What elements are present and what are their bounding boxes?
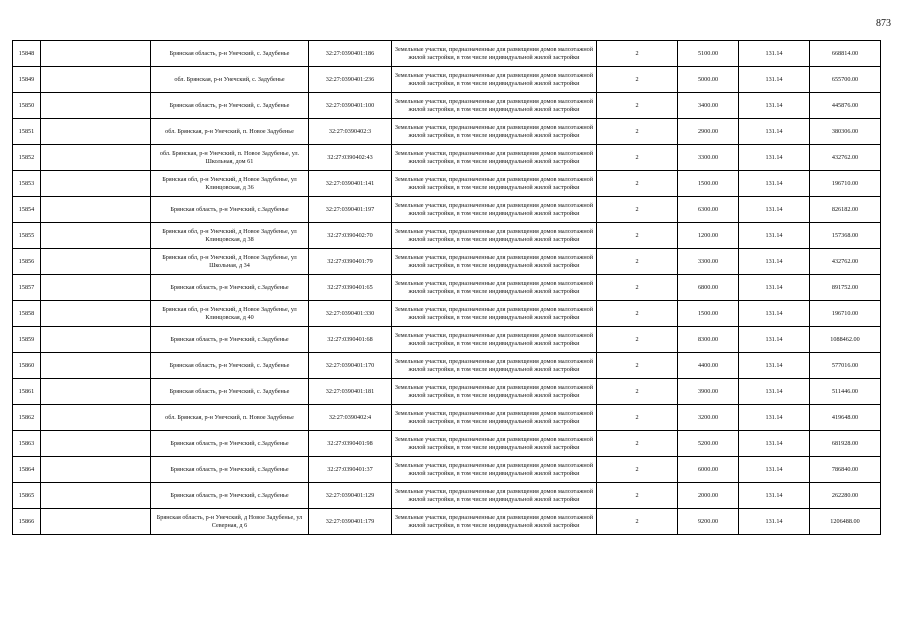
cell-cadastral-value: 262280.00 — [810, 483, 881, 509]
cell-cadastral-number: 32:27:0390401:186 — [309, 41, 392, 67]
cell-specific-value: 131.14 — [739, 41, 810, 67]
cell-permitted-use: Земельные участки, предназначенные для размещения домов малоэтажной жилой застройки, в том числе индивидуальной жилой застройки — [392, 119, 597, 145]
cell-area: 3300.00 — [678, 249, 739, 275]
cell-area: 3200.00 — [678, 405, 739, 431]
page-number: 873 — [876, 18, 891, 29]
cell-specific-value: 131.14 — [739, 145, 810, 171]
table-row — [13, 405, 881, 431]
cell-group: 2 — [597, 301, 678, 327]
cell-area: 6300.00 — [678, 197, 739, 223]
table-row — [13, 275, 881, 301]
cell-cadastral-number: 32:27:0390401:236 — [309, 67, 392, 93]
cell-cadastral-number: 32:27:0390401:68 — [309, 327, 392, 353]
cell-address: Брянская область, р-н Унечский, с. Задубенье — [151, 353, 309, 379]
cell-permitted-use: Земельные участки, предназначенные для размещения домов малоэтажной жилой застройки, в том числе индивидуальной жилой застройки — [392, 457, 597, 483]
cell-permitted-use: Земельные участки, предназначенные для размещения домов малоэтажной жилой застройки, в том числе индивидуальной жилой застройки — [392, 41, 597, 67]
cell-specific-value: 131.14 — [739, 223, 810, 249]
cell-address: обл. Брянская, р-н Унечский, п. Новое Задубенье — [151, 119, 309, 145]
cell-cadastral-value: 668814.00 — [810, 41, 881, 67]
cell-specific-value: 131.14 — [739, 353, 810, 379]
cell-address: Брянская область, р-н Унечский, с. Задубенье — [151, 41, 309, 67]
cell-cadastral-value: 577016.00 — [810, 353, 881, 379]
cell-cadastral-value: 196710.00 — [810, 301, 881, 327]
cell-group: 2 — [597, 509, 678, 535]
cell-cadastral-value: 786840.00 — [810, 457, 881, 483]
cell-permitted-use: Земельные участки, предназначенные для размещения домов малоэтажной жилой застройки, в том числе индивидуальной жилой застройки — [392, 431, 597, 457]
cell-blank — [41, 119, 151, 145]
cell-cadastral-number: 32:27:0390401:330 — [309, 301, 392, 327]
cell-cadastral-number: 32:27:0390401:179 — [309, 509, 392, 535]
cell-number: 15865 — [13, 483, 41, 509]
cell-group: 2 — [597, 457, 678, 483]
cell-permitted-use: Земельные участки, предназначенные для размещения домов малоэтажной жилой застройки, в том числе индивидуальной жилой застройки — [392, 353, 597, 379]
cell-specific-value: 131.14 — [739, 483, 810, 509]
cell-group: 2 — [597, 483, 678, 509]
cell-address: Брянская область, р-н Унечский, с. Задубенье — [151, 379, 309, 405]
cell-address: Брянская обл, р-н Унечский, д Новое Задубенье, ул Школьная, д 34 — [151, 249, 309, 275]
cell-cadastral-value: 826182.00 — [810, 197, 881, 223]
cell-number: 15861 — [13, 379, 41, 405]
cell-cadastral-number: 32:27:0390401:181 — [309, 379, 392, 405]
cell-specific-value: 131.14 — [739, 119, 810, 145]
cell-cadastral-number: 32:27:0390402:70 — [309, 223, 392, 249]
cell-cadastral-value: 419648.00 — [810, 405, 881, 431]
land-registry-table — [12, 40, 881, 535]
cell-cadastral-number: 32:27:0390401:98 — [309, 431, 392, 457]
cell-number: 15857 — [13, 275, 41, 301]
cell-cadastral-number: 32:27:0390402:4 — [309, 405, 392, 431]
cell-area: 4400.00 — [678, 353, 739, 379]
cell-permitted-use: Земельные участки, предназначенные для размещения домов малоэтажной жилой застройки, в том числе индивидуальной жилой застройки — [392, 509, 597, 535]
table-row — [13, 327, 881, 353]
cell-blank — [41, 457, 151, 483]
cell-specific-value: 131.14 — [739, 171, 810, 197]
cell-blank — [41, 171, 151, 197]
cell-address: Брянская обл, р-н Унечский, д Новое Задубенье, ул Клинцовская, д 36 — [151, 171, 309, 197]
cell-group: 2 — [597, 275, 678, 301]
table-row — [13, 119, 881, 145]
cell-area: 1500.00 — [678, 171, 739, 197]
cell-number: 15848 — [13, 41, 41, 67]
cell-address: обл. Брянская, р-н Унечский, п. Новое Задубенье — [151, 405, 309, 431]
cell-cadastral-value: 445876.00 — [810, 93, 881, 119]
cell-number: 15850 — [13, 93, 41, 119]
cell-permitted-use: Земельные участки, предназначенные для размещения домов малоэтажной жилой застройки, в том числе индивидуальной жилой застройки — [392, 483, 597, 509]
cell-specific-value: 131.14 — [739, 379, 810, 405]
cell-address: обл. Брянская, р-н Унечский, п. Новое Задубенье, ул. Школьная, дом 61 — [151, 145, 309, 171]
cell-group: 2 — [597, 171, 678, 197]
cell-group: 2 — [597, 93, 678, 119]
cell-cadastral-number: 32:27:0390401:79 — [309, 249, 392, 275]
cell-cadastral-value: 681928.00 — [810, 431, 881, 457]
cell-group: 2 — [597, 249, 678, 275]
cell-permitted-use: Земельные участки, предназначенные для размещения домов малоэтажной жилой застройки, в том числе индивидуальной жилой застройки — [392, 405, 597, 431]
cell-blank — [41, 405, 151, 431]
cell-specific-value: 131.14 — [739, 457, 810, 483]
cell-area: 1200.00 — [678, 223, 739, 249]
cell-cadastral-number: 32:27:0390401:197 — [309, 197, 392, 223]
cell-cadastral-value: 432762.00 — [810, 249, 881, 275]
cell-blank — [41, 301, 151, 327]
cell-blank — [41, 67, 151, 93]
cell-area: 9200.00 — [678, 509, 739, 535]
cell-cadastral-number: 32:27:0390401:65 — [309, 275, 392, 301]
cell-area: 6800.00 — [678, 275, 739, 301]
cell-address: Брянская область, р-н Унечский, с.Задубенье — [151, 483, 309, 509]
cell-address: обл. Брянская, р-н Унечский, с. Задубенье — [151, 67, 309, 93]
cell-number: 15853 — [13, 171, 41, 197]
cell-group: 2 — [597, 379, 678, 405]
cell-blank — [41, 41, 151, 67]
cell-blank — [41, 431, 151, 457]
cell-specific-value: 131.14 — [739, 275, 810, 301]
cell-specific-value: 131.14 — [739, 93, 810, 119]
cell-cadastral-value: 1206488.00 — [810, 509, 881, 535]
cell-group: 2 — [597, 431, 678, 457]
table-row — [13, 67, 881, 93]
cell-address: Брянская обл, р-н Унечский, д Новое Задубенье, ул Клинцовская, д 40 — [151, 301, 309, 327]
cell-cadastral-value: 432762.00 — [810, 145, 881, 171]
cell-specific-value: 131.14 — [739, 249, 810, 275]
cell-permitted-use: Земельные участки, предназначенные для размещения домов малоэтажной жилой застройки, в том числе индивидуальной жилой застройки — [392, 249, 597, 275]
table-row — [13, 249, 881, 275]
cell-group: 2 — [597, 197, 678, 223]
cell-area: 6000.00 — [678, 457, 739, 483]
cell-cadastral-number: 32:27:0390401:141 — [309, 171, 392, 197]
cell-number: 15859 — [13, 327, 41, 353]
cell-permitted-use: Земельные участки, предназначенные для размещения домов малоэтажной жилой застройки, в том числе индивидуальной жилой застройки — [392, 223, 597, 249]
cell-number: 15864 — [13, 457, 41, 483]
cell-blank — [41, 353, 151, 379]
cell-cadastral-number: 32:27:0390401:100 — [309, 93, 392, 119]
cell-specific-value: 131.14 — [739, 327, 810, 353]
cell-address: Брянская область, р-н Унечский, с.Задубенье — [151, 197, 309, 223]
cell-blank — [41, 275, 151, 301]
cell-cadastral-value: 196710.00 — [810, 171, 881, 197]
cell-group: 2 — [597, 145, 678, 171]
cell-cadastral-number: 32:27:0390401:129 — [309, 483, 392, 509]
table-row — [13, 197, 881, 223]
cell-cadastral-value: 157368.00 — [810, 223, 881, 249]
cell-number: 15863 — [13, 431, 41, 457]
cell-group: 2 — [597, 67, 678, 93]
cell-cadastral-value: 891752.00 — [810, 275, 881, 301]
cell-address: Брянская область, р-н Унечский, с. Задубенье — [151, 93, 309, 119]
cell-number: 15862 — [13, 405, 41, 431]
cell-permitted-use: Земельные участки, предназначенные для размещения домов малоэтажной жилой застройки, в том числе индивидуальной жилой застройки — [392, 379, 597, 405]
cell-permitted-use: Земельные участки, предназначенные для размещения домов малоэтажной жилой застройки, в том числе индивидуальной жилой застройки — [392, 145, 597, 171]
cell-cadastral-value: 380306.00 — [810, 119, 881, 145]
cell-address: Брянская область, р-н Унечский, с.Задубенье — [151, 275, 309, 301]
cell-group: 2 — [597, 223, 678, 249]
cell-blank — [41, 249, 151, 275]
cell-cadastral-number: 32:27:0390402:43 — [309, 145, 392, 171]
cell-specific-value: 131.14 — [739, 197, 810, 223]
cell-cadastral-value: 511446.00 — [810, 379, 881, 405]
cell-permitted-use: Земельные участки, предназначенные для размещения домов малоэтажной жилой застройки, в том числе индивидуальной жилой застройки — [392, 67, 597, 93]
cell-cadastral-number: 32:27:0390401:170 — [309, 353, 392, 379]
cell-specific-value: 131.14 — [739, 509, 810, 535]
cell-number: 15855 — [13, 223, 41, 249]
cell-area: 5000.00 — [678, 67, 739, 93]
table-row — [13, 223, 881, 249]
table-body — [13, 41, 881, 535]
cell-cadastral-value: 1088462.00 — [810, 327, 881, 353]
table-row — [13, 379, 881, 405]
cell-number: 15856 — [13, 249, 41, 275]
cell-specific-value: 131.14 — [739, 431, 810, 457]
cell-number: 15851 — [13, 119, 41, 145]
table-row — [13, 145, 881, 171]
cell-area: 5200.00 — [678, 431, 739, 457]
cell-number: 15860 — [13, 353, 41, 379]
cell-specific-value: 131.14 — [739, 301, 810, 327]
cell-address: Брянская область, р-н Унечский, с.Задубенье — [151, 327, 309, 353]
cell-permitted-use: Земельные участки, предназначенные для размещения домов малоэтажной жилой застройки, в том числе индивидуальной жилой застройки — [392, 275, 597, 301]
cell-permitted-use: Земельные участки, предназначенные для размещения домов малоэтажной жилой застройки, в том числе индивидуальной жилой застройки — [392, 171, 597, 197]
cell-area: 2900.00 — [678, 119, 739, 145]
cell-group: 2 — [597, 41, 678, 67]
cell-blank — [41, 93, 151, 119]
cell-blank — [41, 509, 151, 535]
cell-cadastral-number: 32:27:0390401:37 — [309, 457, 392, 483]
table-row — [13, 41, 881, 67]
cell-number: 15849 — [13, 67, 41, 93]
cell-area: 8300.00 — [678, 327, 739, 353]
table-row — [13, 431, 881, 457]
cell-address: Брянская область, р-н Унечский, с.Задубенье — [151, 431, 309, 457]
cell-specific-value: 131.14 — [739, 405, 810, 431]
cell-area: 2000.00 — [678, 483, 739, 509]
cell-cadastral-number: 32:27:0390402:3 — [309, 119, 392, 145]
cell-permitted-use: Земельные участки, предназначенные для размещения домов малоэтажной жилой застройки, в том числе индивидуальной жилой застройки — [392, 301, 597, 327]
table-row — [13, 93, 881, 119]
cell-permitted-use: Земельные участки, предназначенные для размещения домов малоэтажной жилой застройки, в том числе индивидуальной жилой застройки — [392, 197, 597, 223]
table-row — [13, 171, 881, 197]
cell-address: Брянская область, р-н Унечский, д Новое Задубенье, ул Северная, д 6 — [151, 509, 309, 535]
cell-specific-value: 131.14 — [739, 67, 810, 93]
cell-group: 2 — [597, 353, 678, 379]
cell-area: 1500.00 — [678, 301, 739, 327]
cell-group: 2 — [597, 119, 678, 145]
cell-blank — [41, 197, 151, 223]
cell-area: 3900.00 — [678, 379, 739, 405]
table-row — [13, 353, 881, 379]
cell-number: 15854 — [13, 197, 41, 223]
cell-number: 15866 — [13, 509, 41, 535]
cell-blank — [41, 483, 151, 509]
cell-area: 3300.00 — [678, 145, 739, 171]
cell-blank — [41, 145, 151, 171]
cell-cadastral-value: 655700.00 — [810, 67, 881, 93]
table-row — [13, 457, 881, 483]
table-row — [13, 509, 881, 535]
cell-area: 5100.00 — [678, 41, 739, 67]
cell-group: 2 — [597, 405, 678, 431]
cell-blank — [41, 379, 151, 405]
cell-blank — [41, 223, 151, 249]
cell-blank — [41, 327, 151, 353]
cell-address: Брянская область, р-н Унечский, с.Задубенье — [151, 457, 309, 483]
table-row — [13, 301, 881, 327]
cell-address: Брянская обл, р-н Унечский, д Новое Задубенье, ул Клинцовская, д 38 — [151, 223, 309, 249]
table-row — [13, 483, 881, 509]
cell-permitted-use: Земельные участки, предназначенные для размещения домов малоэтажной жилой застройки, в том числе индивидуальной жилой застройки — [392, 93, 597, 119]
cell-number: 15852 — [13, 145, 41, 171]
cell-group: 2 — [597, 327, 678, 353]
cell-permitted-use: Земельные участки, предназначенные для размещения домов малоэтажной жилой застройки, в том числе индивидуальной жилой застройки — [392, 327, 597, 353]
cell-number: 15858 — [13, 301, 41, 327]
cell-area: 3400.00 — [678, 93, 739, 119]
